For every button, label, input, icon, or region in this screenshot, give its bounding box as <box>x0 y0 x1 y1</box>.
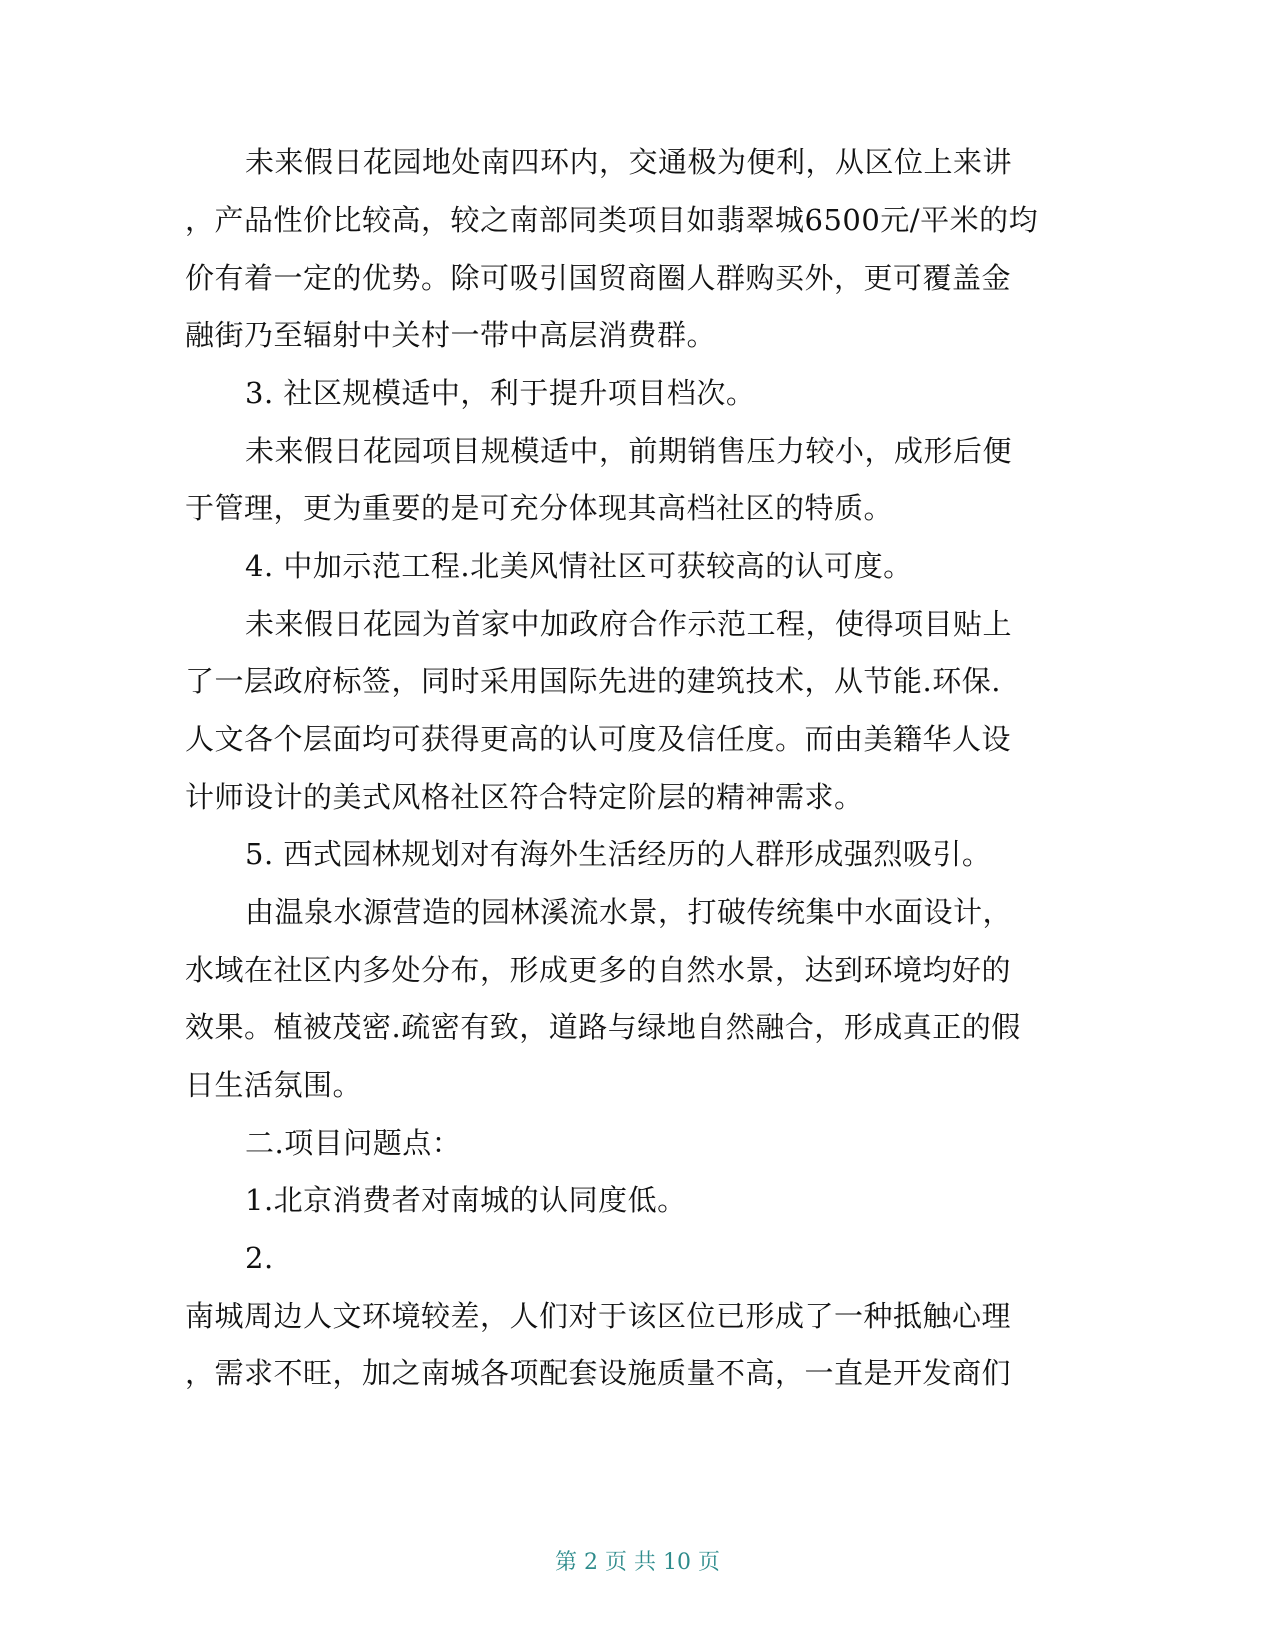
paragraph-line: 南城周边人文环境较差，人们对于该区位已形成了一种抵触心理 <box>185 1299 1012 1333</box>
paragraph-line: 于管理，更为重要的是可充分体现其高档社区的特质。 <box>185 491 894 525</box>
paragraph-line: 由温泉水源营造的园林溪流水景，打破传统集中水面设计， <box>245 895 1013 929</box>
paragraph-line: 未来假日花园地处南四环内，交通极为便利，从区位上来讲 <box>245 145 1013 179</box>
paragraph-line: 人文各个层面均可获得更高的认可度及信任度。而由美籍华人设 <box>185 722 1012 756</box>
list-item-number: 2. <box>245 1241 274 1275</box>
page-number-footer: 第 2 页 共 10 页 <box>555 1550 720 1575</box>
paragraph-line: ，需求不旺，加之南城各项配套设施质量不高，一直是开发商们 <box>185 1356 1012 1390</box>
paragraph-line: 效果。植被茂密.疏密有致，道路与绿地自然融合，形成真正的假 <box>185 1010 1021 1044</box>
paragraph-line: 未来假日花园为首家中加政府合作示范工程，使得项目贴上 <box>245 607 1013 641</box>
list-item-heading: 3. 社区规模适中，利于提升项目档次。 <box>245 376 756 410</box>
paragraph-line: 融街乃至辐射中关村一带中高层消费群。 <box>185 318 717 352</box>
paragraph-line: 日生活氛围。 <box>185 1068 363 1102</box>
paragraph-line: 未来假日花园项目规模适中，前期销售压力较小，成形后便 <box>245 434 1013 468</box>
list-item-heading: 4. 中加示范工程.北美风情社区可获较高的认可度。 <box>245 549 913 583</box>
list-item-heading: 5. 西式园林规划对有海外生活经历的人群形成强烈吸引。 <box>245 837 992 871</box>
paragraph-line: 价有着一定的优势。除可吸引国贸商圈人群购买外，更可覆盖金 <box>185 261 1012 295</box>
section-heading: 二.项目问题点： <box>245 1126 462 1160</box>
paragraph-line: 水域在社区内多处分布，形成更多的自然水景，达到环境均好的 <box>185 953 1012 987</box>
paragraph-line: 了一层政府标签，同时采用国际先进的建筑技术，从节能.环保. <box>185 664 1001 698</box>
list-item-heading: 1.北京消费者对南城的认同度低。 <box>245 1183 687 1217</box>
paragraph-line: 计师设计的美式风格社区符合特定阶层的精神需求。 <box>185 780 864 814</box>
paragraph-line: ，产品性价比较高，较之南部同类项目如翡翠城6500元/平米的均 <box>185 203 1039 237</box>
